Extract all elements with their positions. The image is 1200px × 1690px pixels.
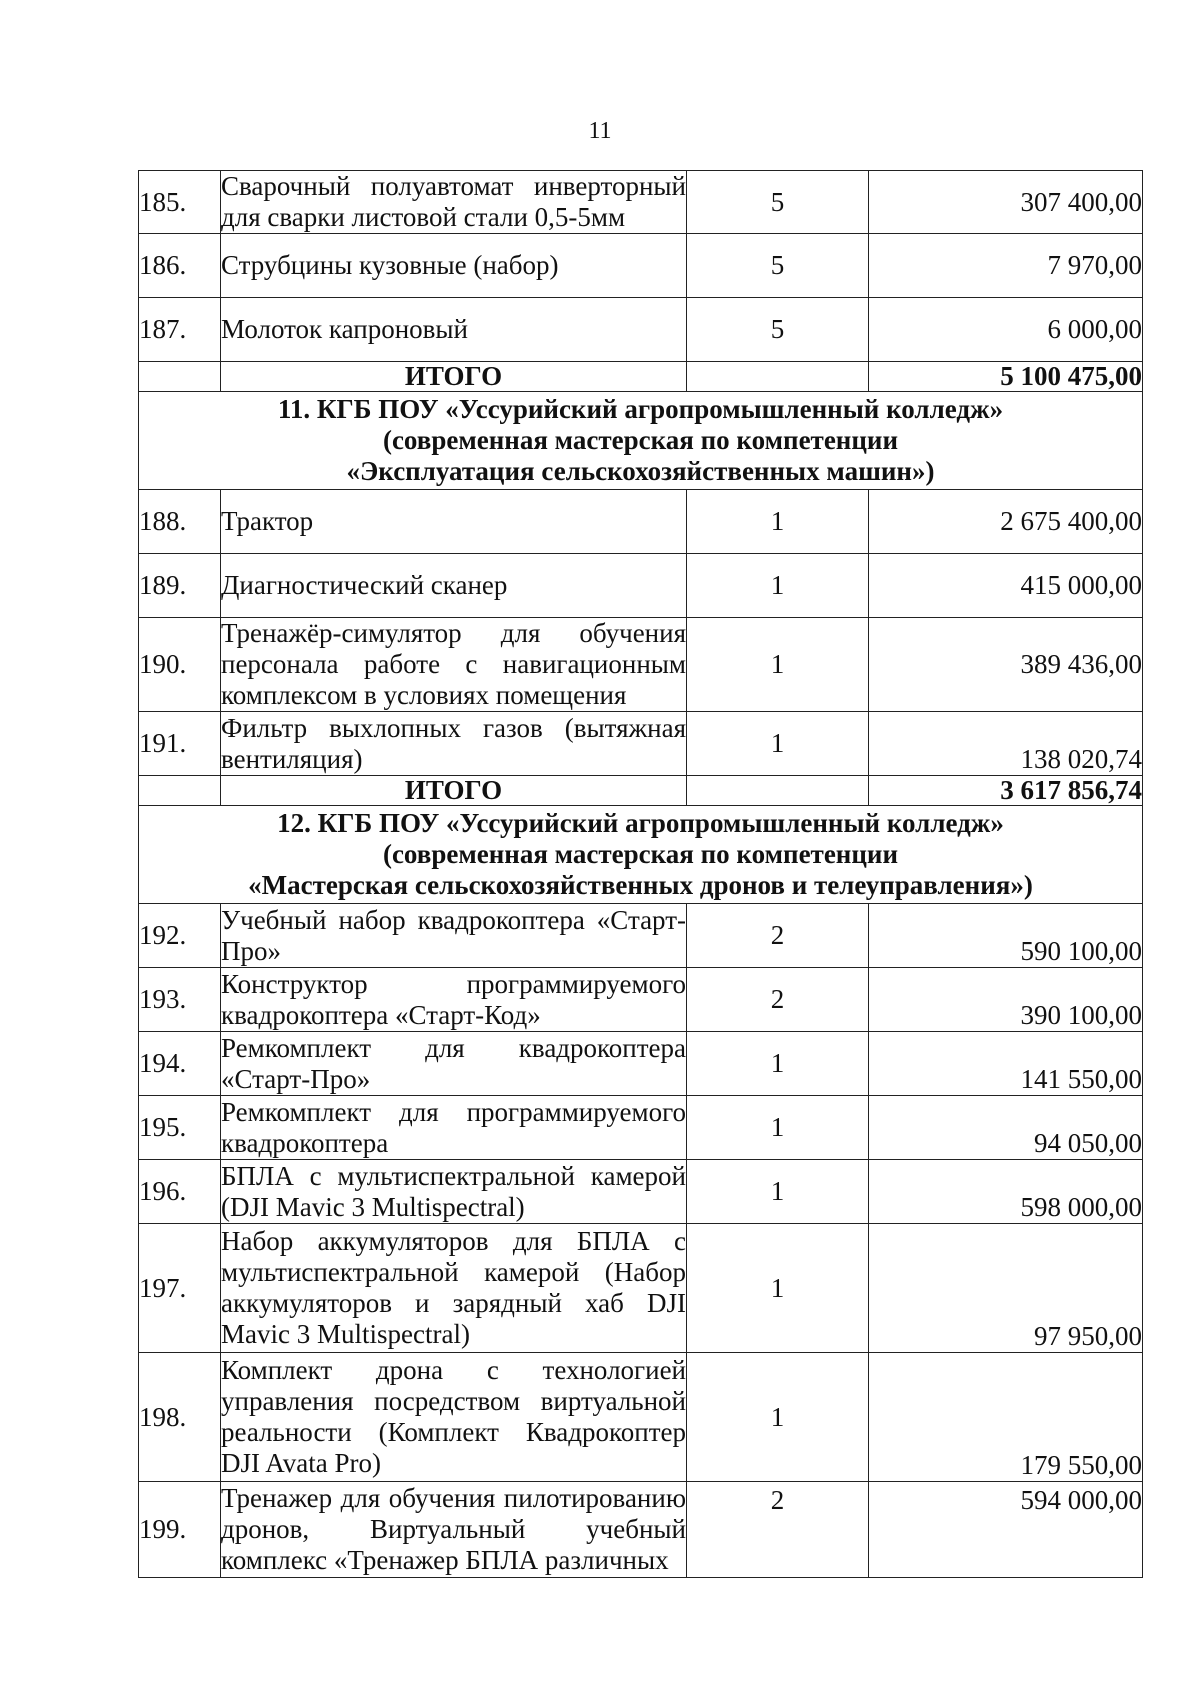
item-sum: 138 020,74	[869, 712, 1143, 776]
item-sum: 390 100,00	[869, 968, 1143, 1032]
table-row	[139, 1224, 1143, 1353]
item-quantity: 5	[687, 234, 869, 298]
item-name: Набор аккумуляторов для БПЛА с мультиспектральной камерой (Набор аккумуляторов и зарядный хаб DJI Mavic 3 Multispectral)	[221, 1224, 687, 1353]
row-number: 199.	[139, 1482, 221, 1578]
item-sum: 594 000,00	[869, 1482, 1143, 1578]
section-line: 12. КГБ ПОУ «Уссурийский агропромышленный колледж»	[277, 808, 1004, 838]
row-number: 197.	[139, 1224, 221, 1353]
table-row	[139, 1096, 1143, 1160]
table-row	[139, 1032, 1143, 1096]
item-quantity: 1	[687, 490, 869, 554]
item-quantity: 1	[687, 1096, 869, 1160]
item-quantity: 2	[687, 968, 869, 1032]
item-quantity: 2	[687, 1482, 869, 1578]
row-number: 185.	[139, 171, 221, 234]
item-quantity: 1	[687, 1160, 869, 1224]
total-sum: 5 100 475,00	[869, 362, 1143, 392]
item-name: Конструктор программируемого квадрокоптера «Старт-Код»	[221, 968, 686, 1030]
total-row	[139, 362, 1143, 392]
item-quantity: 1	[687, 1353, 869, 1482]
item-quantity: 5	[687, 171, 869, 234]
row-number: 191.	[139, 712, 221, 776]
section-line: «Эксплуатация сельскохозяйственных машин»)	[346, 456, 935, 486]
section-title	[139, 806, 1143, 904]
section-line: (современная мастерская по компетенции	[382, 425, 899, 455]
table-row	[139, 618, 1143, 712]
item-sum: 590 100,00	[869, 904, 1143, 968]
item-quantity: 1	[687, 618, 869, 712]
empty-cell	[687, 362, 869, 392]
item-name: Молоток капроновый	[221, 298, 687, 362]
row-number: 195.	[139, 1096, 221, 1160]
item-sum: 141 550,00	[869, 1032, 1143, 1096]
row-number: 198.	[139, 1353, 221, 1482]
item-quantity: 1	[687, 554, 869, 618]
row-number: 196.	[139, 1160, 221, 1224]
total-label: ИТОГО	[221, 362, 687, 392]
empty-cell	[139, 776, 221, 806]
item-sum: 6 000,00	[869, 298, 1143, 362]
table-row	[139, 554, 1143, 618]
section-title	[139, 392, 1143, 490]
item-sum: 598 000,00	[869, 1160, 1143, 1224]
row-number: 188.	[139, 490, 221, 554]
empty-cell	[687, 776, 869, 806]
total-sum: 3 617 856,74	[869, 776, 1143, 806]
row-number: 187.	[139, 298, 221, 362]
item-quantity: 5	[687, 298, 869, 362]
item-name: Учебный набор квадрокоптера «Старт-Про»	[221, 904, 686, 966]
table-row	[139, 490, 1143, 554]
section-header	[139, 392, 1143, 490]
row-number: 194.	[139, 1032, 221, 1096]
item-name: Струбцины кузовные (набор)	[221, 234, 687, 298]
section-line: 11. КГБ ПОУ «Уссурийский агропромышленный колледж»	[277, 394, 1004, 424]
equipment-table	[138, 170, 1143, 1578]
item-sum: 389 436,00	[869, 618, 1143, 712]
row-number: 192.	[139, 904, 221, 968]
item-sum: 97 950,00	[869, 1224, 1143, 1353]
row-number: 193.	[139, 968, 221, 1032]
item-name: Диагностический сканер	[221, 554, 687, 618]
empty-cell	[139, 362, 221, 392]
item-name: Тренажёр-симулятор для обучения персонала работе с навигационным комплексом в условиях помещения	[221, 618, 686, 710]
row-number: 189.	[139, 554, 221, 618]
item-sum: 415 000,00	[869, 554, 1143, 618]
item-sum: 307 400,00	[869, 171, 1143, 234]
item-name: Ремкомплект для программируемого квадрокоптера	[221, 1096, 686, 1158]
section-header	[139, 806, 1143, 904]
item-quantity: 2	[687, 904, 869, 968]
item-sum: 2 675 400,00	[869, 490, 1143, 554]
section-line: «Мастерская сельскохозяйственных дронов и телеуправления»)	[248, 870, 1033, 900]
table-row	[139, 234, 1143, 298]
item-sum: 7 970,00	[869, 234, 1143, 298]
table-row	[139, 298, 1143, 362]
table-row	[139, 1160, 1143, 1224]
row-number: 186.	[139, 234, 221, 298]
table-row	[139, 171, 1143, 234]
row-number: 190.	[139, 618, 221, 712]
total-row	[139, 776, 1143, 806]
item-name: БПЛА с мультиспектральной камерой (DJI Mavic 3 Multispectral)	[221, 1160, 686, 1222]
item-quantity: 1	[687, 712, 869, 776]
total-label: ИТОГО	[221, 776, 687, 806]
table-row	[139, 968, 1143, 1032]
item-quantity: 1	[687, 1032, 869, 1096]
table-row	[139, 1353, 1143, 1482]
item-name: Фильтр выхлопных газов (вытяжная вентиляция)	[221, 712, 686, 774]
item-name: Трактор	[221, 490, 687, 554]
table-row	[139, 1482, 1143, 1578]
item-name: Ремкомплект для квадрокоптера «Старт-Про»	[221, 1032, 686, 1094]
item-name: Тренажер для обучения пилотированию дронов, Виртуальный учебный комплекс «Тренажер БПЛА различных	[221, 1482, 687, 1578]
item-name: Комплект дрона с технологией управления посредством виртуальной реальности (Комплект Квадрокоптер DJI Avata Pro)	[221, 1353, 687, 1482]
item-name: Сварочный полуавтомат инверторный для сварки листовой стали 0,5-5мм	[221, 171, 686, 232]
section-line: (современная мастерская по компетенции	[382, 839, 899, 869]
item-sum: 94 050,00	[869, 1096, 1143, 1160]
item-sum: 179 550,00	[869, 1353, 1143, 1482]
table-row	[139, 904, 1143, 968]
item-quantity: 1	[687, 1224, 869, 1353]
table-row	[139, 712, 1143, 776]
page-number: 11	[588, 118, 612, 144]
